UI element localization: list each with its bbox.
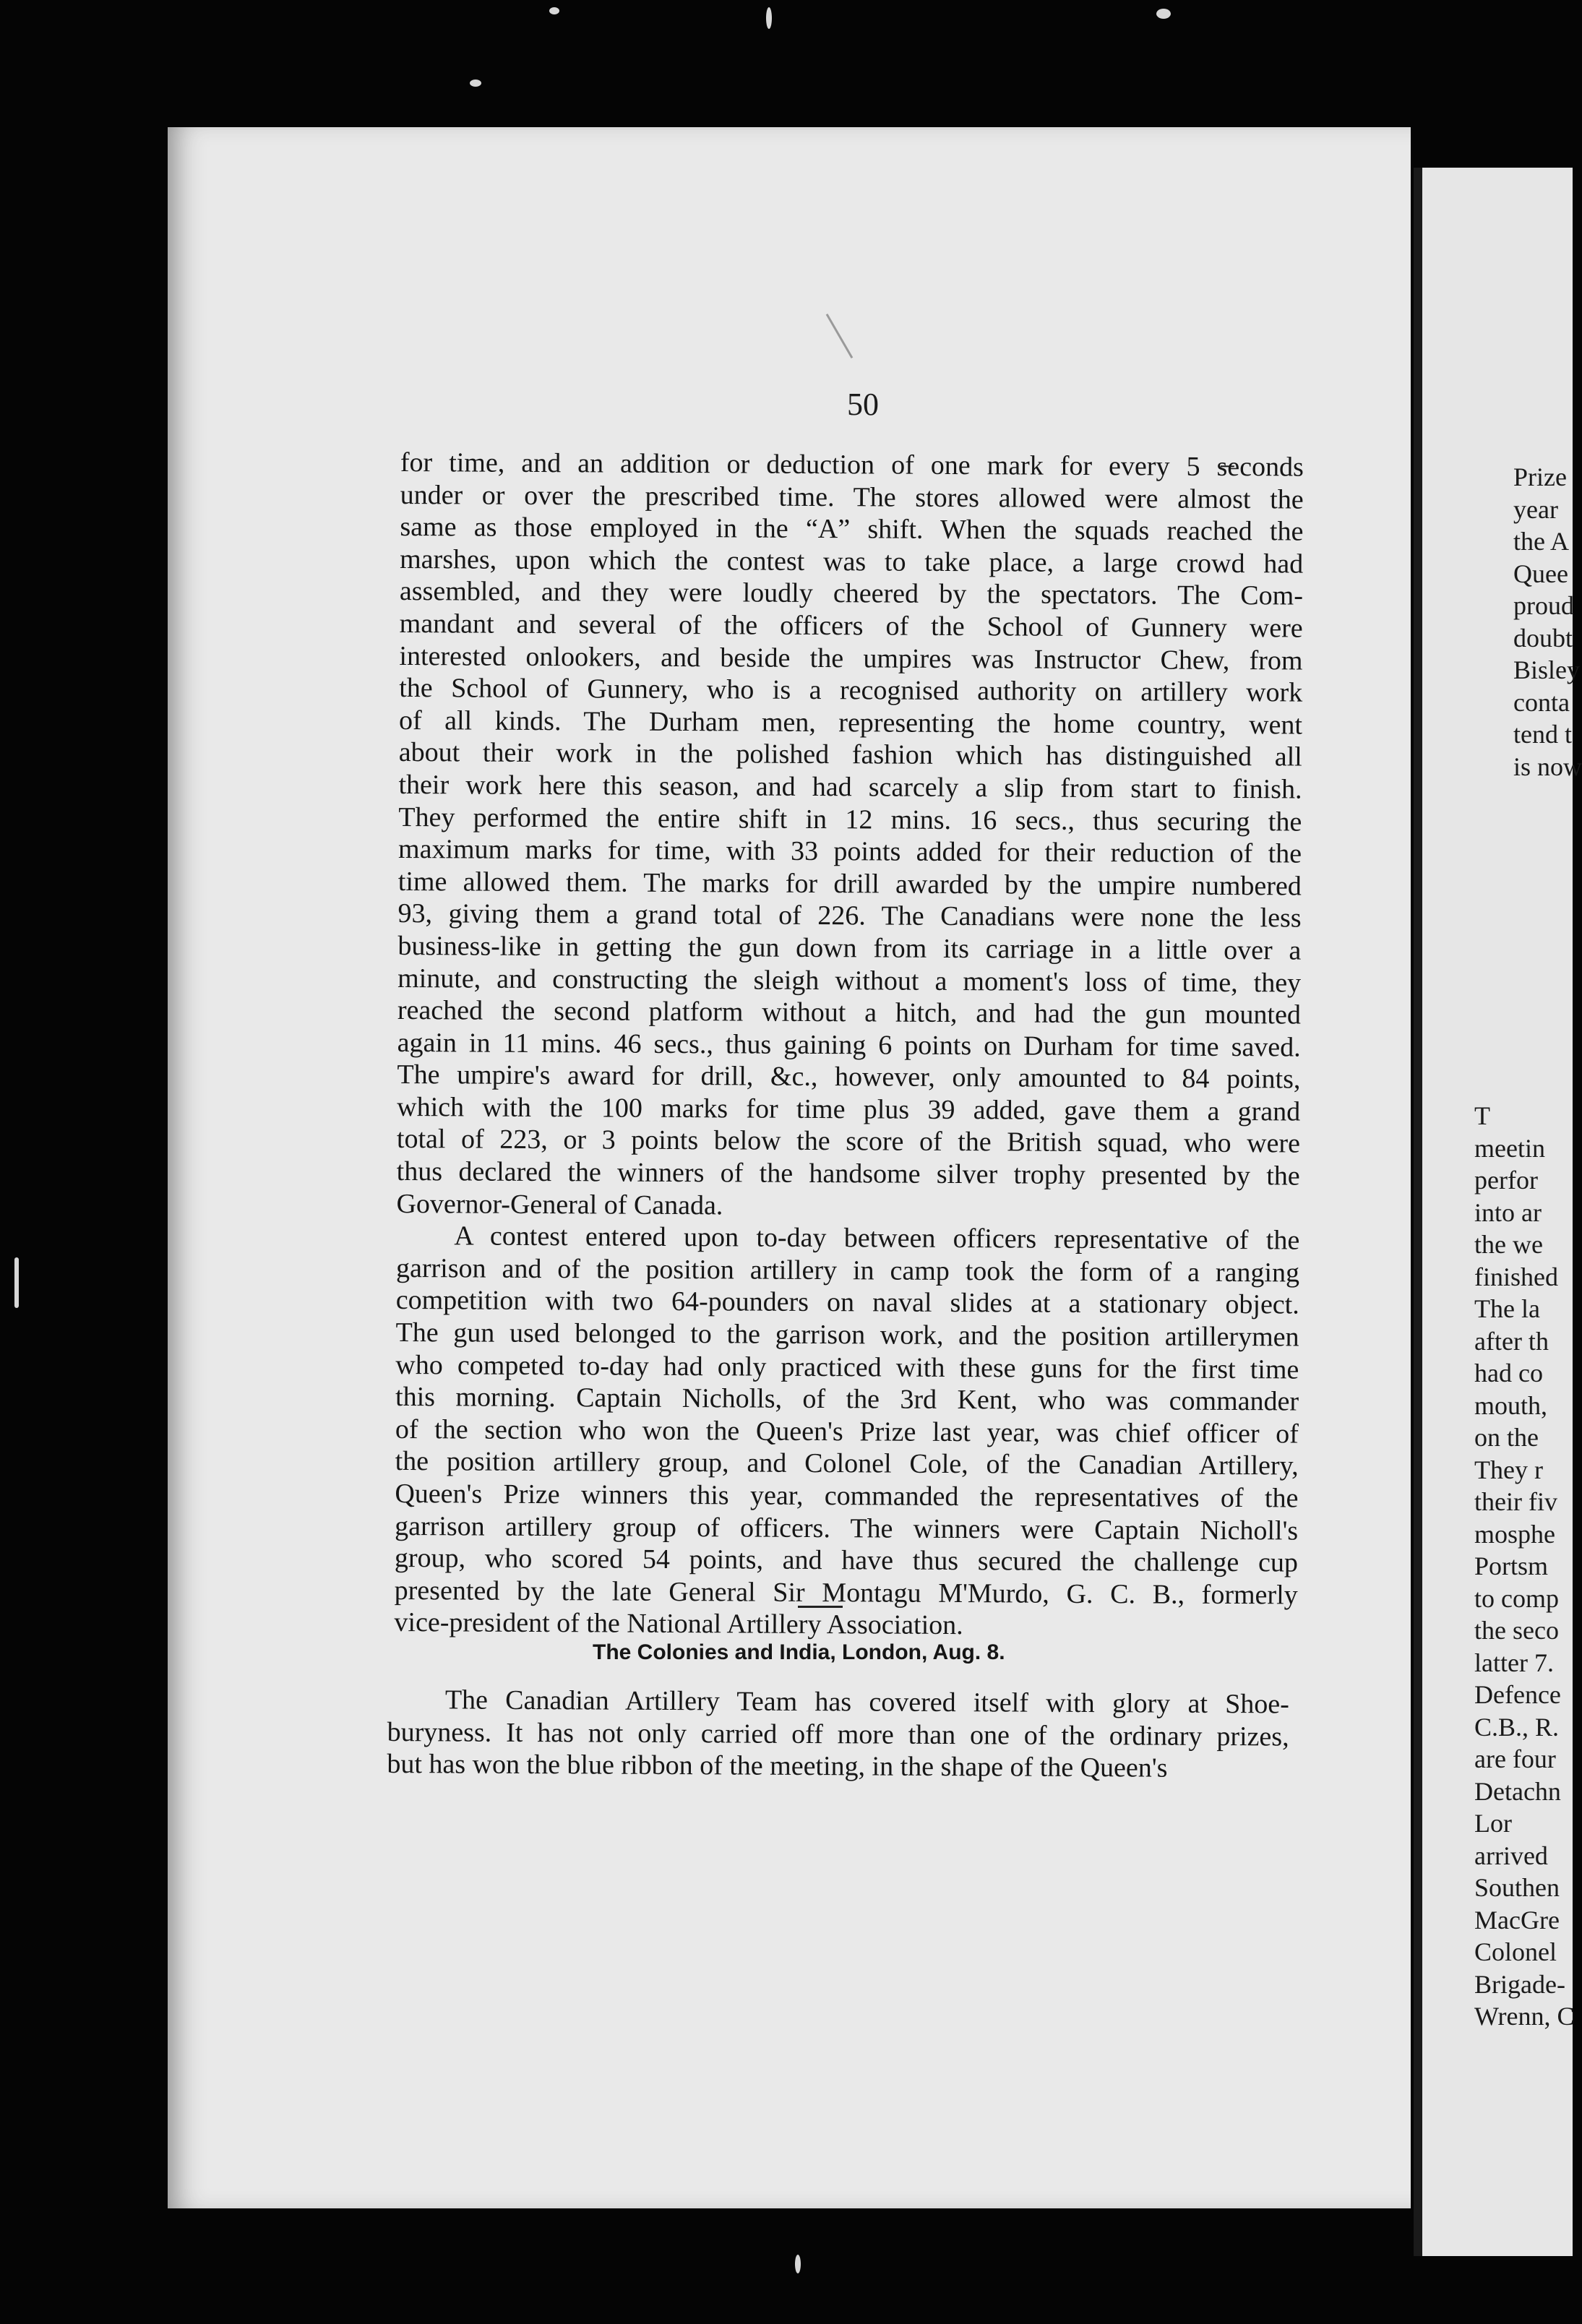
section-heading: The Colonies and India, London, Aug. 8. [593,1640,1005,1664]
text-line: time allowed them. The marks for drill awarded by the umpire numbered [397,866,1302,902]
facing-page-line: proud [1513,591,1574,620]
text-line: vice-president of the National Artillery Association. [394,1607,963,1641]
text-line: about their work in the polished fashion which has distinguished all [398,737,1302,772]
facing-page-line: Quee [1513,559,1568,588]
facing-page-line: Southen [1474,1873,1560,1902]
text-line: A contest entered upon to-day between officers representative of the [454,1221,1300,1256]
text-line: which with the 100 marks for time plus 39 added, gave them a grand [397,1091,1301,1127]
facing-page-line: tend t [1513,720,1572,749]
text-line: total of 223, or 3 points below the score of the British squad, who were [396,1124,1301,1160]
facing-page-line: conta [1513,687,1570,717]
text-line: the School of Gunnery, who is a recognised authority on artillery work [399,673,1303,708]
text-line: buryness. It has not only carried off more than one of the ordinary prizes, [387,1716,1289,1752]
text-line: garrison artillery group of officers. The winners were Captain Nicholl's [395,1510,1299,1546]
facing-page-line: Defence [1474,1680,1561,1709]
facing-page-line: Brigade- [1474,1969,1565,1999]
text-line: The Canadian Artillery Team has covered itself with glory at Shoe- [444,1684,1289,1720]
film-speck [766,7,772,29]
facing-page-line: into ar [1474,1197,1542,1227]
page-number: 50 [847,387,879,422]
facing-page-line: their fiv [1474,1487,1557,1516]
film-speck [549,7,559,14]
text-line: of all kinds. The Durham men, representing the home country, went [398,705,1303,741]
film-speck [14,1257,19,1308]
facing-page-line: mouth, [1474,1390,1548,1420]
section-body-text [387,1684,1289,1785]
facing-page-line: Bisley [1513,655,1581,684]
facing-page-line: on the [1474,1423,1539,1452]
facing-page-line: the A [1513,527,1569,556]
facing-page-line: Wrenn, C [1474,2002,1575,2031]
text-line: interested onlookers, and beside the umpires was Instructor Chew, from [399,640,1303,676]
text-line: The gun used belonged to the garrison work, and the position artillerymen [395,1317,1299,1353]
text-line: again in 11 mins. 46 secs., thus gaining 6 points on Durham for time saved. [397,1027,1301,1063]
facing-page-line: doubt [1513,623,1573,653]
facing-page-line: Detachn [1474,1776,1561,1806]
body-text [394,447,1304,1643]
text-line: thus declared the winners of the handsome silver trophy presented by the [396,1156,1300,1192]
text-line: minute, and constructing the sleigh without a moment's loss of time, they [397,963,1302,999]
facing-page-line: C.B., R. [1474,1712,1560,1742]
facing-page-line: had co [1474,1359,1543,1387]
text-line: who competed to-day had only practiced with these guns for the first time [395,1349,1299,1385]
text-line: same as those employed in the “A” shift. When the squads reached the [400,512,1304,547]
section-divider [798,1606,843,1608]
text-line: reached the second platform without a hitch, and had the gun mounted [397,995,1302,1030]
facing-page-line: meetin [1474,1133,1545,1163]
text-line: the position artillery group, and Colonel Cole, of the Canadian Artillery, [395,1446,1299,1481]
text-line: competition with two 64-pounders on naval slides at a stationary object. [395,1285,1299,1320]
facing-page-line: MacGre [1474,1905,1560,1934]
text-line: but has won the blue ribbon of the meeting, in the shape of the Queen's [387,1749,1168,1783]
text-line: 93, giving them a grand total of 226. The Canadians were none the less [397,898,1302,934]
facing-page-line: to comp [1474,1583,1559,1613]
facing-page-line: They r [1474,1455,1543,1484]
facing-page-line: after th [1474,1326,1549,1356]
facing-page-line: Colonel [1474,1937,1557,1966]
facing-page-line: year [1513,494,1558,524]
film-speck [470,79,481,87]
text-line: The umpire's award for drill, &c., however, only amounted to 84 points, [397,1059,1301,1095]
facing-page-top-text [1513,461,1582,783]
film-speck [795,2255,801,2273]
text-line: under or over the prescribed time. The stores allowed were almost the [400,479,1304,515]
facing-page-line: Lor [1474,1809,1512,1838]
text-line: They performed the entire shift in 12 mins. 16 secs., thus securing the [398,801,1302,838]
text-line: assembled, and they were loudly cheered by the spectators. The Com- [399,576,1304,611]
text-line: business-like in getting the gun down from its carriage in a little over a [397,930,1302,966]
facing-page-line: mosphe [1474,1519,1555,1549]
book-gutter [1414,168,1422,2256]
text-line: marshes, upon which the contest was to take place, a large crowd had [400,543,1304,580]
facing-page-line: T [1474,1101,1490,1130]
text-line: maximum marks for time, with 33 points added for their reduction of the [397,834,1302,869]
facing-page-line: latter 7. [1474,1648,1554,1677]
facing-page-line: the we [1474,1230,1543,1259]
text-line: group, who scored 54 points, and have thus secured the challenge cup [394,1543,1299,1578]
facing-page-line: The la [1474,1294,1540,1323]
text-line: of the section who won the Queen's Prize last year, was chief officer of [395,1413,1299,1450]
text-line: this morning. Captain Nicholls, of the 3rd Kent, who was commander [395,1382,1299,1417]
facing-page [1422,168,1582,2256]
facing-page-line: are four [1474,1744,1556,1773]
text-line: Governor-General of Canada. [396,1188,723,1221]
facing-page-line: finished [1474,1262,1558,1291]
facing-page-line: Portsm [1474,1552,1549,1580]
facing-page-line: is now [1513,752,1582,781]
text-line: presented by the late General Sir Montagu M'Murdo, G. C. B., formerly [394,1575,1298,1611]
facing-page-bottom-text [1474,1100,1575,2033]
text-line: for time, and an addition or deduction of one mark for every 5 s̶econds [400,447,1304,483]
facing-page-line: the seco [1474,1616,1559,1645]
text-line: garrison and of the position artillery in camp took the form of a ranging [395,1252,1300,1288]
text-line: their work here this season, and had scarcely a slip from start to finish. [398,769,1302,805]
facing-page-line: perfor [1474,1166,1538,1195]
text-line: Queen's Prize winners this year, commanded the representatives of the [395,1478,1299,1514]
facing-page-line: arrived [1474,1841,1548,1870]
facing-page-line: Prize [1513,462,1567,491]
text-line: mandant and several of the officers of the School of Gunnery were [399,608,1303,644]
film-speck [1156,9,1171,19]
